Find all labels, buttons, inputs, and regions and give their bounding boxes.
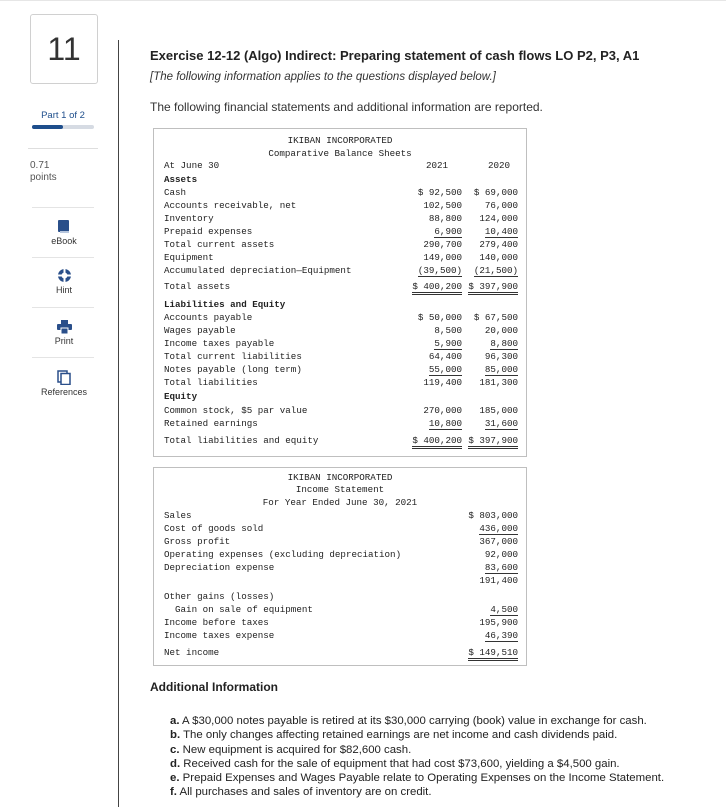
income-statement-row-label: Gross profit — [164, 536, 231, 547]
balance-sheet-col-2020: 2020 — [487, 160, 510, 171]
ebook-icon — [57, 219, 71, 234]
balance-sheet-row — [154, 187, 526, 200]
balance-sheet-value-2020: $ 67,500 — [473, 312, 518, 323]
exercise-title: Exercise 12-12 (Algo) Indirect: Preparing statement of cash flows LO P2, P3, A1 — [150, 48, 640, 63]
balance-sheet-row — [154, 252, 526, 265]
income-statement-value: 83,600 — [484, 562, 518, 573]
balance-sheet-value-2021: $ 50,000 — [417, 312, 462, 323]
income-statement-row-label: Cost of goods sold — [164, 523, 264, 534]
balance-sheet-row — [154, 200, 526, 213]
balance-sheet-row-label: Notes payable (long term) — [164, 364, 302, 375]
income-statement-value: 92,000 — [484, 549, 518, 560]
income-statement-row — [154, 510, 526, 523]
balance-sheet-row-label: Accounts receivable, net — [164, 200, 297, 211]
additional-info-letter: a. — [170, 715, 180, 727]
balance-sheet-row-label: Total liabilities and equity — [164, 435, 319, 446]
points-value: 0.71 — [30, 160, 50, 171]
balance-sheet-value-2021: 8,500 — [434, 325, 462, 336]
balance-sheet-row — [154, 226, 526, 239]
part-progress-bar — [32, 125, 94, 129]
print-label: Print — [54, 336, 74, 346]
balance-sheet-value-2020: (21,500) — [473, 265, 518, 276]
balance-sheet-row-label: Accounts payable — [164, 312, 253, 323]
income-statement-row — [154, 604, 526, 617]
references-label: References — [40, 387, 88, 397]
income-statement-value: 195,900 — [479, 617, 518, 628]
additional-info-text: A $30,000 notes payable is retired at its $30,000 carrying (book) value in exchange for cash. — [182, 715, 647, 727]
balance-sheet-row — [154, 312, 526, 325]
additional-info-text: Received cash for the sale of equipment that had cost $73,600, yielding a $4,500 gain. — [183, 757, 620, 770]
balance-sheet-value-2020: 85,000 — [484, 364, 518, 375]
balance-sheet-value-2020: 76,000 — [484, 200, 518, 211]
ebook-button[interactable] — [30, 219, 98, 246]
balance-sheet-row-label: Total current liabilities — [164, 351, 302, 362]
balance-sheet-row — [154, 405, 526, 418]
balance-sheet-row-label: Income taxes payable — [164, 338, 275, 349]
ebook-label: eBook — [51, 236, 77, 246]
income-statement-value: $ 149,510 — [468, 647, 518, 661]
exercise-intro: The following financial statements and additional information are reported. — [150, 100, 543, 114]
balance-sheet-value-2020: 279,400 — [479, 239, 518, 250]
balance-sheet-value-2021: 119,400 — [423, 377, 462, 388]
balance-sheet-value-2020: 8,800 — [490, 338, 518, 349]
balance-sheet-row-label: Common stock, $5 par value — [164, 405, 308, 416]
additional-info-letter: f. — [170, 786, 177, 799]
income-statement-value: 436,000 — [479, 523, 518, 534]
balance-sheet-value-2021: 6,900 — [434, 226, 462, 237]
balance-sheet-row — [154, 265, 526, 278]
hint-label: Hint — [55, 285, 72, 295]
balance-sheet-row — [154, 351, 526, 364]
balance-sheet-title: Comparative Balance Sheets — [268, 148, 412, 159]
balance-sheet-row — [154, 281, 526, 294]
income-statement-company: IKIBAN INCORPORATED — [287, 472, 393, 483]
balance-sheet-row-label: Equity — [164, 391, 198, 402]
income-statement-row-label: Gain on sale of equipment — [164, 604, 313, 615]
balance-sheet-row — [154, 338, 526, 351]
balance-sheet-value-2020: $ 397,900 — [468, 281, 518, 295]
balance-sheet-row-label: Total current assets — [164, 239, 275, 250]
additional-info-letter: b. — [170, 729, 181, 742]
balance-sheet-value-2020: $ 69,000 — [473, 187, 518, 198]
balance-sheet-value-2021: (39,500) — [417, 265, 462, 276]
additional-info-letter: e. — [170, 772, 180, 785]
balance-sheet-col-2021: 2021 — [425, 160, 448, 171]
additional-info-heading: Additional Information — [150, 680, 278, 694]
balance-sheet-value-2020: 181,300 — [479, 377, 518, 388]
references-button[interactable] — [30, 370, 98, 397]
income-statement-row-label: Other gains (losses) — [164, 591, 275, 602]
part-progress-fill — [32, 125, 63, 129]
balance-sheet-value-2020: $ 397,900 — [468, 435, 518, 449]
additional-info-text: The only changes affecting retained earnings are net income and cash dividends paid. — [183, 729, 618, 742]
income-statement-row-label: Income taxes expense — [164, 630, 275, 641]
balance-sheet-value-2021: $ 400,200 — [412, 281, 462, 295]
additional-info-list — [170, 714, 718, 800]
additional-info-letter: d. — [170, 757, 181, 770]
income-statement-row — [154, 575, 526, 588]
income-statement-row — [154, 523, 526, 536]
balance-sheet-row — [154, 239, 526, 252]
balance-sheet-row-label: Assets — [164, 174, 198, 185]
balance-sheet-row-label: Prepaid expenses — [164, 226, 253, 237]
balance-sheet-row — [154, 325, 526, 338]
income-statement-row — [154, 536, 526, 549]
print-icon — [57, 320, 72, 334]
balance-sheet-row — [154, 418, 526, 431]
balance-sheet-row-label: Cash — [164, 187, 187, 198]
balance-sheet-value-2021: 270,000 — [423, 405, 462, 416]
additional-info-item — [170, 728, 718, 742]
income-statement-row — [154, 562, 526, 575]
income-statement-row-label: Net income — [164, 647, 220, 658]
balance-sheet-row-label: Liabilities and Equity — [164, 299, 286, 310]
balance-sheet-row — [154, 174, 526, 187]
income-statement-row — [154, 647, 526, 660]
balance-sheet-row — [154, 299, 526, 312]
balance-sheet-row-label: Retained earnings — [164, 418, 258, 429]
balance-sheet-value-2021: 149,000 — [423, 252, 462, 263]
additional-info-text: New equipment is acquired for $82,600 cash. — [182, 743, 412, 756]
balance-sheet-row-label: Total liabilities — [164, 377, 258, 388]
income-statement-row-label: Income before taxes — [164, 617, 269, 628]
income-statement-row-label: Depreciation expense — [164, 562, 275, 573]
income-statement-row — [154, 630, 526, 643]
income-statement-value: 367,000 — [479, 536, 518, 547]
balance-sheet-date-label: At June 30 — [164, 160, 220, 171]
income-statement-value: $ 803,000 — [468, 510, 518, 521]
exercise-subtitle: [The following information applies to the questions displayed below.] — [150, 71, 496, 83]
balance-sheet-value-2020: 20,000 — [484, 325, 518, 336]
balance-sheet-value-2021: $ 400,200 — [412, 435, 462, 449]
balance-sheet-value-2021: 102,500 — [423, 200, 462, 211]
print-button[interactable] — [30, 320, 98, 346]
balance-sheet-value-2021: 290,700 — [423, 239, 462, 250]
balance-sheet-value-2021: 88,800 — [428, 213, 462, 224]
hint-icon — [57, 268, 72, 283]
balance-sheet — [153, 128, 527, 457]
balance-sheet-row-label: Inventory — [164, 213, 214, 224]
question-number: 11 — [30, 14, 98, 84]
balance-sheet-company: IKIBAN INCORPORATED — [287, 135, 393, 146]
income-statement — [153, 467, 527, 666]
balance-sheet-value-2020: 140,000 — [479, 252, 518, 263]
balance-sheet-value-2021: 10,800 — [428, 418, 462, 429]
additional-info-letter: c. — [170, 743, 180, 756]
balance-sheet-row — [154, 435, 526, 448]
income-statement-title: Income Statement — [295, 484, 385, 495]
balance-sheet-value-2021: 5,900 — [434, 338, 462, 349]
balance-sheet-value-2021: $ 92,500 — [417, 187, 462, 198]
income-statement-value: 4,500 — [490, 604, 518, 615]
balance-sheet-value-2021: 55,000 — [428, 364, 462, 375]
balance-sheet-value-2020: 124,000 — [479, 213, 518, 224]
balance-sheet-value-2021: 64,400 — [428, 351, 462, 362]
income-statement-row — [154, 617, 526, 630]
balance-sheet-row-label: Accumulated depreciation—Equipment — [164, 265, 352, 276]
balance-sheet-value-2020: 10,400 — [484, 226, 518, 237]
additional-info-item — [170, 785, 718, 799]
balance-sheet-row-label: Equipment — [164, 252, 214, 263]
income-statement-row — [154, 591, 526, 604]
points-display — [30, 160, 57, 184]
income-statement-value: 46,390 — [484, 630, 518, 641]
balance-sheet-row — [154, 377, 526, 390]
income-statement-period: For Year Ended June 30, 2021 — [262, 497, 418, 508]
income-statement-value: 191,400 — [479, 575, 518, 586]
balance-sheet-value-2020: 185,000 — [479, 405, 518, 416]
additional-info-text: Prepaid Expenses and Wages Payable relate to Operating Expenses on the Income Statement. — [182, 772, 665, 785]
balance-sheet-value-2020: 31,600 — [484, 418, 518, 429]
additional-info-item — [170, 714, 718, 728]
additional-info-item — [170, 771, 718, 785]
additional-info-item — [170, 743, 718, 757]
balance-sheet-row — [154, 391, 526, 404]
balance-sheet-row — [154, 364, 526, 377]
income-statement-row-label: Operating expenses (excluding depreciation) — [164, 549, 402, 560]
hint-button[interactable] — [30, 268, 98, 295]
balance-sheet-row — [154, 213, 526, 226]
references-icon — [57, 370, 71, 385]
balance-sheet-row-label: Total assets — [164, 281, 231, 292]
balance-sheet-value-2020: 96,300 — [484, 351, 518, 362]
income-statement-row-label: Sales — [164, 510, 192, 521]
part-indicator: Part 1 of 2 — [41, 110, 85, 121]
additional-info-item — [170, 757, 718, 771]
points-label: points — [30, 172, 57, 183]
income-statement-row — [154, 549, 526, 562]
additional-info-text: All purchases and sales of inventory are on credit. — [179, 786, 432, 799]
balance-sheet-row-label: Wages payable — [164, 325, 236, 336]
